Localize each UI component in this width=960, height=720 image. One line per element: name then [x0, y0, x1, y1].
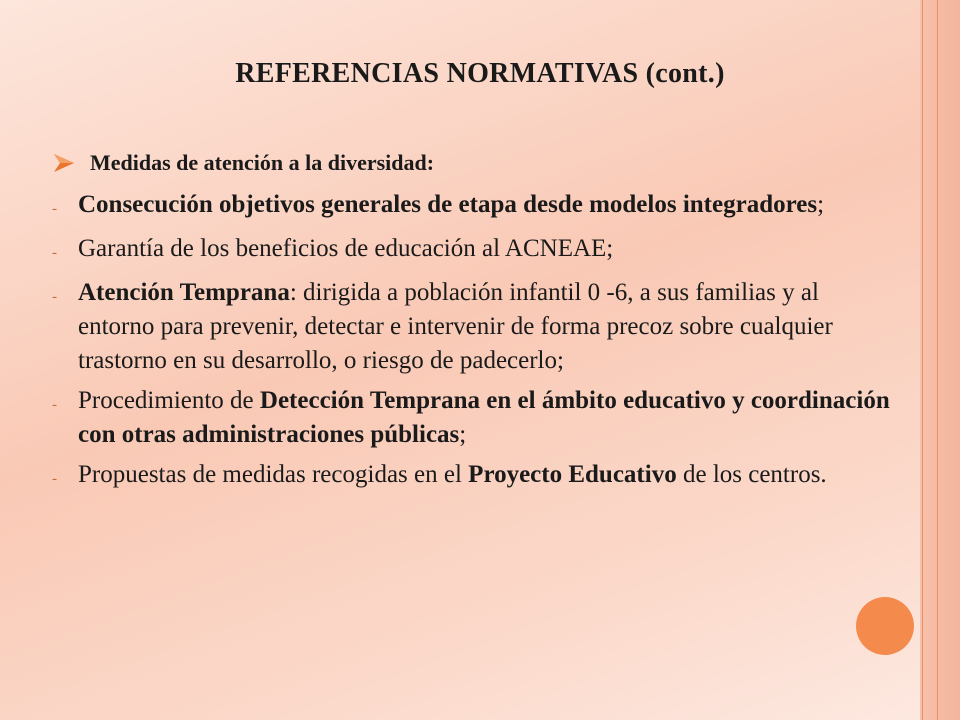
- list-item: [50, 232, 900, 270]
- bold-segment: Consecución objetivos generales de etapa desde modelos integradores: [78, 191, 818, 218]
- section-heading: [50, 150, 900, 176]
- list-item-text: [78, 232, 900, 270]
- slide-content: [50, 150, 900, 502]
- right-decor-bar: [920, 0, 960, 720]
- dash-bullet-icon: -: [52, 201, 57, 217]
- dash-bullet-icon: -: [52, 289, 57, 305]
- text-segment: ;: [459, 421, 467, 448]
- text-segment: Procedimiento de: [78, 387, 260, 414]
- bold-segment: Atención Temprana: [78, 279, 290, 306]
- list-item-text: [78, 276, 900, 378]
- list-item-text: [78, 384, 900, 452]
- text-segment: Propuestas de medidas recogidas en el: [78, 461, 469, 488]
- slide-title: REFERENCIAS NORMATIVAS (cont.): [235, 58, 725, 89]
- list-item-text: [78, 458, 900, 496]
- list-item: [50, 384, 900, 452]
- text-segment: : dirigida a población infantil 0 -6, a sus familias y al entorno para prevenir, detectar e intervenir de forma precoz sobre cualquier trastorno en su desarrollo, o riesgo de padecerlo;: [78, 279, 833, 374]
- dash-bullet-icon: -: [52, 471, 57, 487]
- bold-segment: Proyecto Educativo: [468, 461, 677, 488]
- item-list: [50, 188, 900, 496]
- text-segment: de los centros.: [676, 461, 827, 488]
- section-heading-text: Medidas de atención a la diversidad:: [90, 150, 435, 175]
- list-item: [50, 276, 900, 378]
- text-segment: Garantía de los beneficios de educación al ACNEAE;: [78, 235, 614, 262]
- decor-circle: [856, 597, 914, 655]
- text-segment: ;: [817, 191, 825, 218]
- right-decor-line: [937, 0, 938, 720]
- right-decor-line: [922, 0, 923, 720]
- bold-segment: Detección Temprana en el ámbito educativo y coordinación con otras administraciones públicas: [78, 387, 890, 448]
- list-item-text: [78, 188, 900, 226]
- list-item: [50, 188, 900, 226]
- dash-bullet-icon: -: [52, 245, 57, 261]
- dash-bullet-icon: -: [52, 397, 57, 413]
- list-item: [50, 458, 900, 496]
- arrow-bullet-icon: [52, 152, 76, 174]
